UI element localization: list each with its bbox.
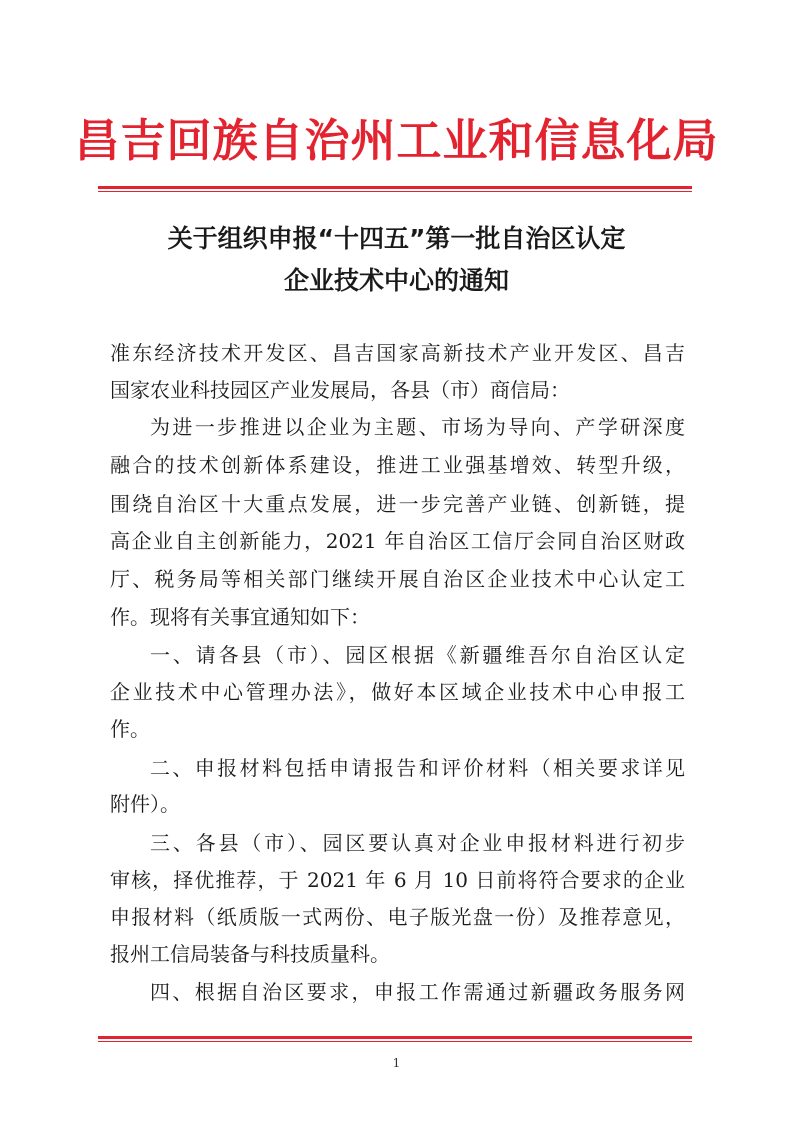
body-line-intro-6: 作。现将有关事宜通知如下： [110, 605, 370, 629]
footer-red-rule-thick [98, 1036, 692, 1039]
body-line-item3-3: 申报材料（纸质版一式两份、电子版光盘一份）及推荐意见， [110, 905, 685, 929]
body-line-item1-3: 作。 [110, 717, 150, 741]
body-line-item2-1: 二、申报材料包括申请报告和评价材料（相关要求详见 [150, 756, 685, 780]
body-line-addressee-2: 国家农业科技园区产业发展局，各县（市）商信局： [110, 378, 570, 402]
body-line-intro-5: 厅、税务局等相关部门继续开展自治区企业技术中心认定工 [110, 567, 685, 591]
body-line-intro-2: 融合的技术创新体系建设，推进工业强基增效、转型升级， [110, 453, 685, 477]
header-red-rule-thin [98, 191, 692, 192]
body-line-item3-4: 报州工信局装备与科技质量科。 [110, 942, 390, 966]
footer-red-rule-thin [98, 1041, 692, 1042]
body-line-item3-1: 三、各县（市）、园区要认真对企业申报材料进行初步 [150, 831, 685, 855]
body-line-item1-2: 企业技术中心管理办法》，做好本区域企业技术中心申报工 [110, 680, 685, 704]
body-line-intro-1: 为进一步推进以企业为主题、市场为导向、产学研深度 [150, 415, 685, 439]
body-line-item3-2: 审核，择优推荐，于 2021 年 6 月 10 日前将符合要求的企业 [110, 868, 685, 892]
body-line-item1-1: 一、请各县（市）、园区根据《新疆维吾尔自治区认定 [150, 643, 685, 667]
body-line-item2-2: 附件）。 [110, 792, 180, 816]
body-line-intro-3: 围绕自治区十大重点发展，进一步完善产业链、创新链，提 [110, 492, 685, 516]
header-red-rule-thick [98, 186, 692, 189]
body-line-addressee-1: 准东经济技术开发区、昌吉国家高新技术产业开发区、昌吉 [110, 341, 685, 365]
document-title-line-2: 企业技术中心的通知 [283, 266, 509, 295]
page-number: 1 [392, 1056, 401, 1070]
body-line-item4-1: 四、根据自治区要求，申报工作需通过新疆政务服务网 [150, 980, 685, 1004]
body-line-intro-4: 高企业自主创新能力，2021 年自治区工信厅会同自治区财政 [110, 529, 685, 553]
issuing-organization-header: 昌吉回族自治州工业和信息化局 [74, 114, 719, 167]
document-title-line-1: 关于组织申报“十四五”第一批自治区认定 [167, 224, 626, 253]
